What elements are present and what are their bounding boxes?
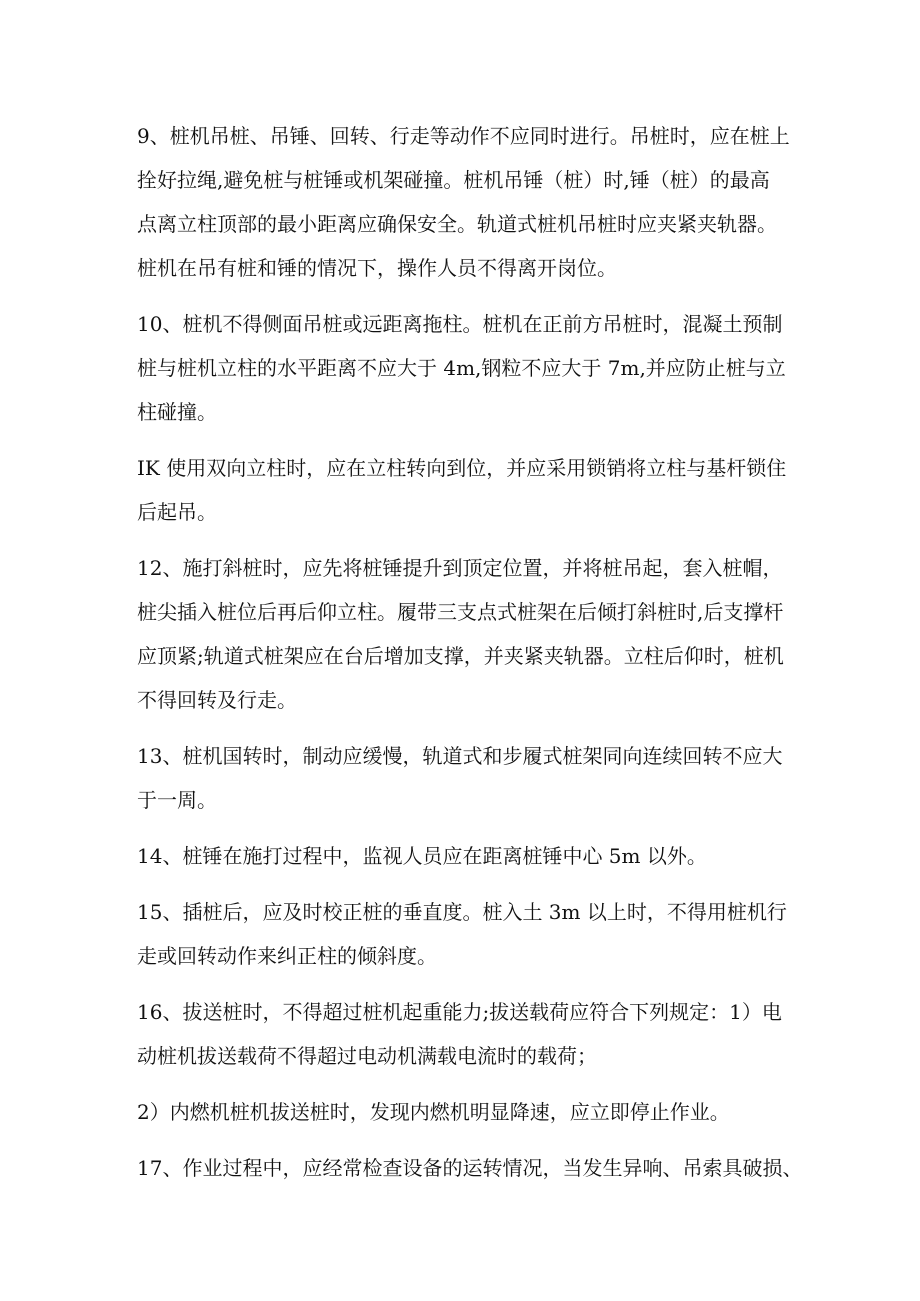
text-line: 10、桩机不得侧面吊桩或远距离拖柱。桩机在正前方吊桩时，混凝土预制 [137, 312, 783, 336]
paragraph-item-17 [137, 1146, 803, 1190]
text-line: 9、桩机吊桩、吊锤、回转、行走等动作不应同时进行。吊桩时，应在桩上 [137, 124, 790, 148]
text-line: 13、桩机国转时，制动应缓慢，轨道式和步履式桩架同向连续回转不应大 [137, 744, 783, 768]
text-line: 桩尖插入桩位后再后仰立柱。履带三支点式桩架在后倾打斜桩时,后支撑杆 [137, 600, 784, 624]
text-line: 桩与桩机立柱的水平距离不应大于 4m,钢粒不应大于 7m,并应防止桩与立 [137, 356, 786, 380]
text-line: 16、拔送桩时，不得超过桩机起重能力;拔送载荷应符合下列规定：1）电 [137, 1000, 782, 1024]
paragraph-item-11 [137, 446, 797, 534]
paragraph-item-9 [137, 114, 797, 290]
text-line: 后起吊。 [137, 500, 217, 524]
document-body [137, 114, 803, 1202]
text-line: 2）内燃机桩机拔送桩时，发现内燃机明显降速，应立即停止作业。 [137, 1100, 730, 1124]
paragraph-item-13 [137, 734, 797, 822]
paragraph-item-16 [137, 990, 797, 1078]
text-line: IK 使用双向立柱时，应在立柱转向到位，并应采用锁销将立柱与基杆锁住 [137, 456, 787, 480]
text-line: 于一周。 [137, 788, 217, 812]
text-line: 12、施打斜桩时，应先将桩锤提升到顶定位置，并将桩吊起，套入桩帽， [137, 556, 783, 580]
text-line: 柱碰撞。 [137, 400, 217, 424]
text-line: 桩机在吊有桩和锤的情况下，操作人员不得离开岗位。 [137, 256, 617, 280]
text-line: 点离立柱顶部的最小距离应确保安全。轨道式桩机吊桩时应夹紧夹轨器。 [137, 212, 777, 236]
text-line: 15、插桩后，应及时校正桩的垂直度。桩入土 3m 以上时，不得用桩机行 [137, 900, 787, 924]
text-line: 拴好拉绳,避免桩与桩锤或机架碰撞。桩机吊锤（桩）时,锤（桩）的最高 [137, 168, 770, 192]
text-line: 动桩机拔送载荷不得超过电动机满载电流时的载荷； [137, 1044, 597, 1068]
text-line: 应顶紧;轨道式桩架应在台后增加支撑，并夹紧夹轨器。立柱后仰时，桩机 [137, 644, 784, 668]
paragraph-item-10 [137, 302, 797, 434]
paragraph-item-16-2 [137, 1090, 797, 1134]
text-line: 不得回转及行走。 [137, 688, 297, 712]
paragraph-item-14 [137, 834, 797, 878]
paragraph-item-15 [137, 890, 797, 978]
text-line: 走或回转动作来纠正柱的倾斜度。 [137, 944, 437, 968]
text-line: 14、桩锤在施打过程中，监视人员应在距离桩锤中心 5m 以外。 [137, 844, 707, 868]
text-line: 17、作业过程中，应经常检查设备的运转情况，当发生异响、吊索具破损、 [137, 1156, 803, 1180]
paragraph-item-12 [137, 546, 797, 722]
